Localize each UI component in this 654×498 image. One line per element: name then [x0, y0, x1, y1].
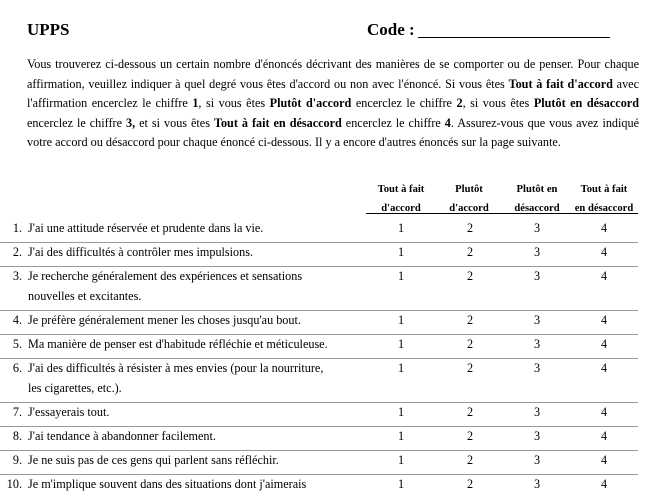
item-statement-line: J'ai une attitude réservée et prudente dans la vie.	[28, 221, 264, 235]
item-statement	[28, 474, 358, 494]
item-statement	[28, 218, 358, 238]
item-statement	[28, 426, 358, 446]
instructions-paragraph: Vous trouverez ci-dessous un certain nombre d'énoncés décrivant des manières de se comporter ou de penser. Pour chaque affirmation, veuillez indiquer à quel degré vous êtes d'accord ou non avec l'énoncé. Si vous êtes Tout à fait d'accord avec l'affirmation encerclez le chiffre 1, si vous êtes Plutôt d'accord encerclez le chiffre 2, si vous êtes Plutôt en désaccord encerclez le chiffre 3, et si vous êtes Tout à fait en désaccord encerclez le chiffre 4. Assurez-vous que vous avez indiqué votre accord ou désaccord pour chaque énoncé ci-dessous. Il y a encore d'autres énoncés sur la page suivante.	[27, 57, 640, 149]
document-title: UPPS	[27, 20, 70, 39]
item-statement-line: Je préfère généralement mener les choses jusqu'au bout.	[28, 313, 301, 327]
response-option-4[interactable]: 4	[600, 337, 608, 351]
item-number: 7.	[12, 405, 22, 419]
response-option-4[interactable]: 4	[600, 269, 608, 283]
response-option-4[interactable]: 4	[600, 429, 608, 443]
response-option-3[interactable]: 3	[533, 337, 541, 351]
response-option-4[interactable]: 4	[600, 221, 608, 235]
item-statement	[28, 310, 358, 330]
response-option-1[interactable]: 1	[397, 313, 405, 327]
item-number: 2.	[12, 245, 22, 259]
response-option-1[interactable]: 1	[397, 361, 405, 375]
item-row	[0, 218, 654, 242]
response-option-4[interactable]: 4	[600, 313, 608, 327]
response-option-1[interactable]: 1	[397, 337, 405, 351]
item-statement-line: Je recherche généralement des expériences et sensations	[28, 269, 303, 283]
item-number: 1.	[12, 221, 22, 235]
code-input-line[interactable]	[418, 37, 610, 38]
item-row	[0, 474, 654, 498]
response-option-1[interactable]: 1	[397, 245, 405, 259]
item-row	[0, 426, 654, 450]
item-number: 9.	[12, 453, 22, 467]
response-option-1[interactable]: 1	[397, 405, 405, 419]
column-header-line2: d'accord	[381, 203, 421, 214]
item-number: 6.	[12, 361, 22, 375]
item-row	[0, 358, 654, 402]
item-statement-line: J'ai tendance à abandonner facilement.	[28, 429, 216, 443]
response-option-3[interactable]: 3	[533, 477, 541, 491]
response-option-1[interactable]: 1	[397, 221, 405, 235]
response-option-2[interactable]: 2	[466, 477, 474, 491]
response-option-3[interactable]: 3	[533, 429, 541, 443]
response-option-2[interactable]: 2	[466, 453, 474, 467]
item-row	[0, 402, 654, 426]
item-row	[0, 450, 654, 474]
response-option-3[interactable]: 3	[533, 453, 541, 467]
item-row	[0, 266, 654, 310]
item-number: 3.	[12, 269, 22, 283]
item-statement	[28, 334, 358, 354]
column-header-line1: Plutôt	[455, 184, 483, 195]
item-row	[0, 242, 654, 266]
item-number: 4.	[12, 313, 22, 327]
item-statement	[28, 242, 358, 262]
item-statement	[28, 402, 358, 422]
response-option-2[interactable]: 2	[466, 313, 474, 327]
item-number: 8.	[12, 429, 22, 443]
response-option-4[interactable]: 4	[600, 477, 608, 491]
response-option-2[interactable]: 2	[466, 221, 474, 235]
item-statement-line: J'essayerais tout.	[28, 405, 110, 419]
response-option-3[interactable]: 3	[533, 313, 541, 327]
item-statement-line: Je m'implique souvent dans des situations dont j'aimerais	[28, 477, 307, 491]
response-option-2[interactable]: 2	[466, 269, 474, 283]
item-number: 10.	[6, 477, 22, 491]
response-option-3[interactable]: 3	[533, 269, 541, 283]
item-statement-line: Je ne suis pas de ces gens qui parlent sans réfléchir.	[28, 453, 279, 467]
item-statement	[28, 358, 358, 398]
column-header-line1: Tout à fait	[580, 184, 628, 195]
response-option-4[interactable]: 4	[600, 405, 608, 419]
response-option-1[interactable]: 1	[397, 429, 405, 443]
response-option-2[interactable]: 2	[466, 361, 474, 375]
column-header-line1: Plutôt en	[516, 184, 558, 195]
column-header-line2: d'accord	[449, 203, 489, 214]
column-header-line2: désaccord	[514, 203, 560, 214]
item-row	[0, 310, 654, 334]
response-option-3[interactable]: 3	[533, 405, 541, 419]
response-option-2[interactable]: 2	[466, 429, 474, 443]
code-label: Code :	[367, 20, 415, 39]
response-option-2[interactable]: 2	[466, 245, 474, 259]
response-option-3[interactable]: 3	[533, 361, 541, 375]
column-header-line1: Tout à fait	[377, 184, 425, 195]
response-option-4[interactable]: 4	[600, 245, 608, 259]
response-option-2[interactable]: 2	[466, 337, 474, 351]
item-row	[0, 334, 654, 358]
item-number: 5.	[12, 337, 22, 351]
response-option-4[interactable]: 4	[600, 453, 608, 467]
item-statement-line: nouvelles et excitantes.	[28, 289, 142, 303]
item-statement-line: les cigarettes, etc.).	[28, 381, 122, 395]
item-statement-line: Ma manière de penser est d'habitude réfléchie et méticuleuse.	[28, 337, 328, 351]
item-statement-line: J'ai des difficultés à résister à mes envies (pour la nourriture,	[28, 361, 324, 375]
response-option-1[interactable]: 1	[397, 269, 405, 283]
response-option-1[interactable]: 1	[397, 453, 405, 467]
item-statement	[28, 266, 358, 306]
column-header-line2: en désaccord	[574, 203, 634, 214]
response-option-1[interactable]: 1	[397, 477, 405, 491]
item-statement-line: J'ai des difficultés à contrôler mes impulsions.	[28, 245, 254, 259]
response-option-4[interactable]: 4	[600, 361, 608, 375]
header-divider	[366, 213, 638, 214]
response-option-3[interactable]: 3	[533, 245, 541, 259]
item-statement	[28, 450, 358, 470]
response-option-3[interactable]: 3	[533, 221, 541, 235]
response-option-2[interactable]: 2	[466, 405, 474, 419]
